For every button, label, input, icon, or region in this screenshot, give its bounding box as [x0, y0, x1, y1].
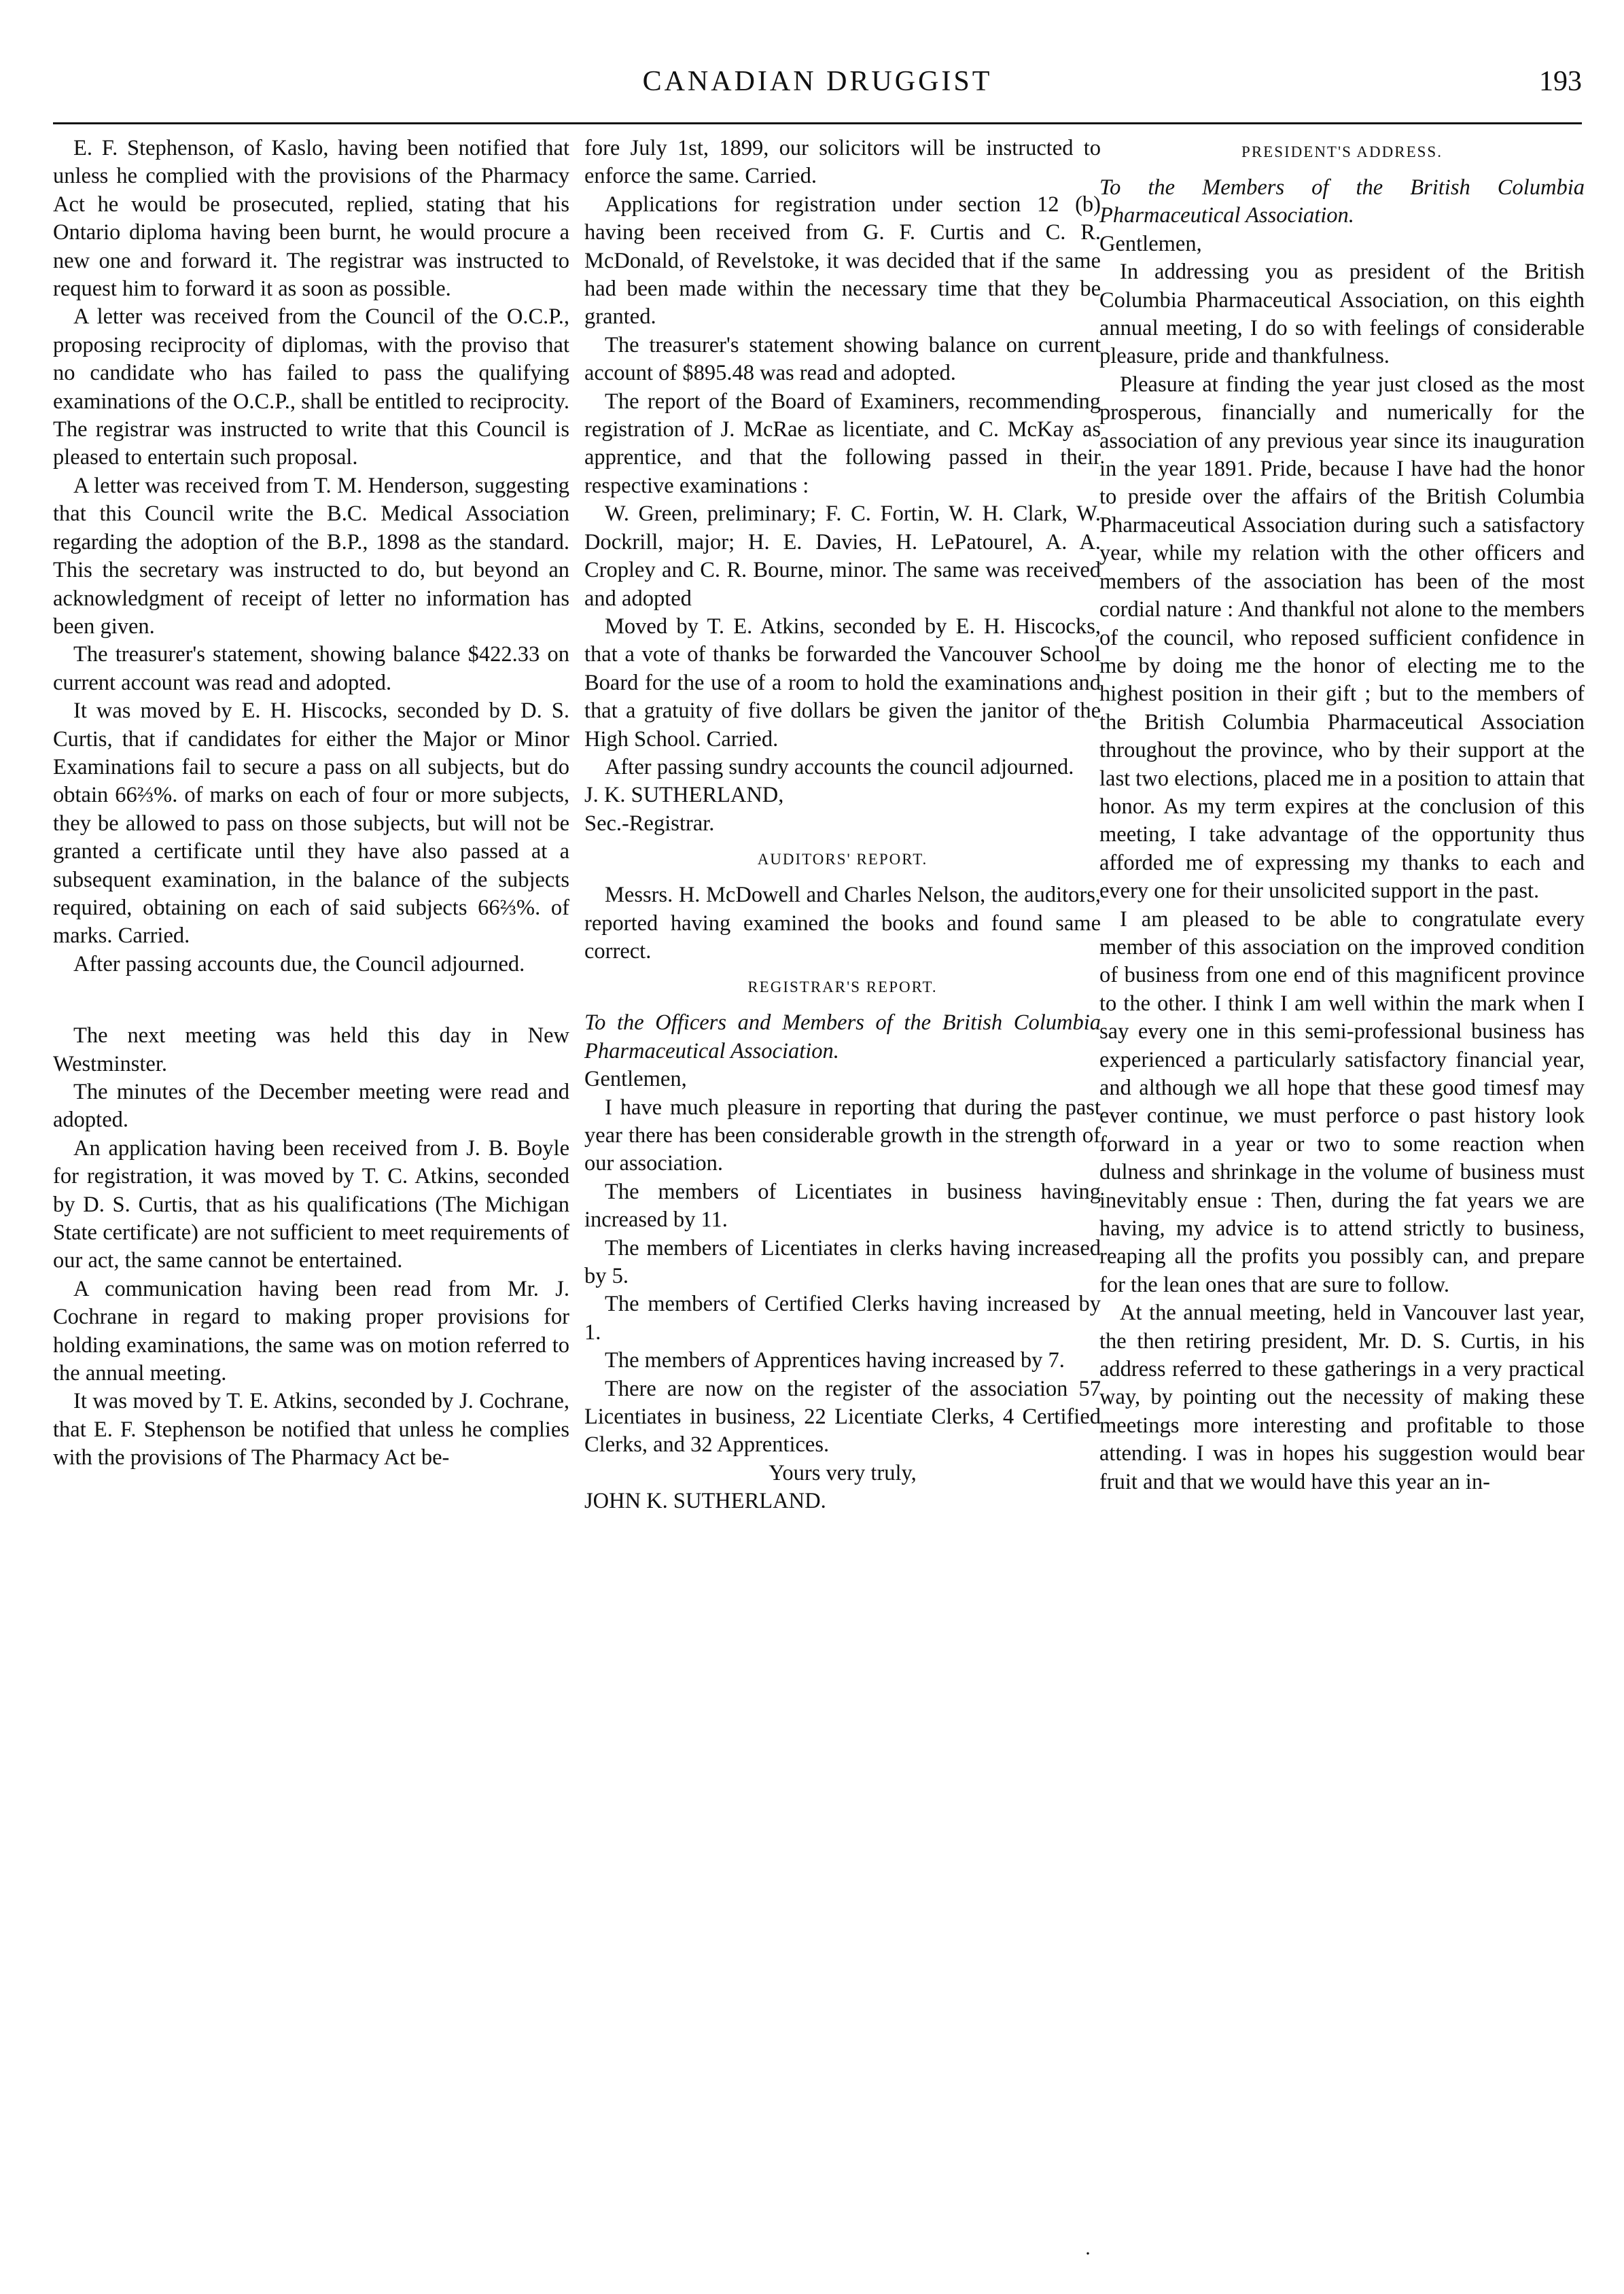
- paragraph: The report of the Board of Examiners, recommending registration of J. McRae as licentiate, and C. McKay as apprentice, and that the following passed in their respective examinations :: [584, 389, 1101, 498]
- running-head: CANADIAN DRUGGIST: [642, 66, 993, 97]
- signature-name: J. K. SUTHERLAND,: [584, 783, 784, 808]
- signature-title: Sec.-Registrar.: [584, 811, 715, 836]
- paragraph: The members of Certified Clerks having increased by 1.: [584, 1292, 1101, 1345]
- paragraph: The members of Apprentices having increased by 7.: [605, 1348, 1065, 1373]
- paragraph: After passing sundry accounts the council adjourned.: [605, 754, 1074, 779]
- paragraph: The members of Licentiates in business having increased by 11.: [584, 1179, 1101, 1233]
- section-heading-registrar: REGISTRAR'S REPORT.: [747, 978, 938, 996]
- stray-dot: ·: [1084, 2242, 1091, 2265]
- section-gap: [53, 978, 569, 1022]
- paragraph: In addressing you as president of the British Columbia Pharmaceutical Association, on this eighth annual meeting, I do so with feelings of considerable pleasure, pride and thankfulness.: [1099, 260, 1585, 369]
- paragraph: The treasurer's statement showing balance on current account of $895.48 was read and adopted.: [584, 332, 1101, 386]
- paragraph: At the annual meeting, held in Vancouver last year, the then retiring president, Mr. D. S. Curtis, in his address referred to these gatherings in a very practical way, by pointing out the necessity of making these meetings more interesting and profitable to those attending. I was in hopes his suggestion would bear fruit and that we would have this year an in-: [1099, 1301, 1585, 1494]
- closing: Yours very truly,: [769, 1460, 917, 1485]
- paragraph: Moved by T. E. Atkins, seconded by E. H. Hiscocks, that a vote of thanks be forwarded the Vancouver School Board for the use of a room to hold the examinations and that a gratuity of five dollars be given the janitor of the High School. Carried.: [584, 614, 1101, 752]
- paragraph: An application having been received from J. B. Boyle for registration, it was moved by T. C. Atkins, seconded by D. S. Curtis, that as his qualifications (The Michigan State certificate) are not sufficient to meet requirements of our act, the same cannot be entertained.: [53, 1135, 569, 1273]
- paragraph: I am pleased to be able to congratulate every member of this association on the improved condition of business from one end of this magnificent province to the other. I think I am well within the mark when I say every one in this semi-professional business has experienced a particularly satisfactory financial year, and although we all hope that these good timesf may ever continue, we must perforce o past history look forward in a year or two to some reaction when dulness and shrinkage in the volume of business must inevitably ensue : Then, during the fat years we are having, my advice is to attend strictly to business, reaping all the profits you possibly can, and prepare for the lean ones that are sure to follow.: [1099, 906, 1585, 1297]
- paragraph: A communication having been read from Mr. J. Cochrane in regard to making proper provisions for holding examinations, the same was on motion referred to the annual meeting.: [53, 1276, 569, 1386]
- paragraph: After passing accounts due, the Council adjourned.: [73, 951, 525, 976]
- salutation: Gentlemen,: [1099, 231, 1202, 256]
- paragraph: Messrs. H. McDowell and Charles Nelson, the auditors, reported having examined the books and found same correct.: [584, 883, 1101, 964]
- paragraph: The next meeting was held this day in New Westminster.: [53, 1023, 569, 1076]
- section-heading-president: PRESIDENT'S ADDRESS.: [1241, 143, 1443, 160]
- paragraph: It was moved by E. H. Hiscocks, seconded by D. S. Curtis, that if candidates for either the Major or Minor Examinations fail to secure a pass on all subjects, but do obtain 66⅔%. of marks on each of four or more subjects, they be allowed to pass on those subjects, but will not be granted a certificate until they have also passed at a subsequent examination, in the balance of the subjects required, obtaining on each of said subjects 66⅔%. of marks. Carried.: [53, 699, 569, 949]
- page-header: [53, 65, 1582, 120]
- column-left: [53, 135, 569, 1472]
- paragraph: A letter was received from the Council of the O.C.P., proposing reciprocity of diplomas, with the proviso that no candidate who has failed to pass the qualifying examinations of the O.C.P., shall be entitled to reciprocity. The registrar was instructed to write that this Council is pleased to entertain such proposal.: [53, 304, 569, 470]
- paragraph: There are now on the register of the association 57 Licentiates in business, 22 Licentiate Clerks, 4 Certified Clerks, and 32 Apprentices.: [584, 1376, 1101, 1458]
- header-rule: [53, 122, 1582, 124]
- signature-name: JOHN K. SUTHERLAND.: [584, 1489, 826, 1514]
- paragraph: fore July 1st, 1899, our solicitors will be instructed to enforce the same. Carried.: [584, 136, 1101, 189]
- paragraph: The minutes of the December meeting were read and adopted.: [53, 1080, 569, 1133]
- page-number: 193: [1539, 66, 1582, 97]
- column-middle: [584, 135, 1101, 1516]
- paragraph: The members of Licentiates in clerks having increased by 5.: [584, 1235, 1101, 1289]
- paragraph: The treasurer's statement, showing balance $422.33 on current account was read and adopted.: [53, 642, 569, 695]
- address-line: To the Members of the British Columbia Pharmaceutical Association.: [1099, 175, 1585, 228]
- salutation: Gentlemen,: [584, 1067, 687, 1092]
- address-line: To the Officers and Members of the British Columbia Pharmaceutical Association.: [584, 1010, 1101, 1063]
- paragraph: A letter was received from T. M. Henderson, suggesting that this Council write the B.C. Medical Association regarding the adoption of the B.P., 1898 as the standard. This the secretary was instructed to do, but beyond an acknowledgment of receipt of letter no information has been given.: [53, 473, 569, 639]
- paragraph: Pleasure at finding the year just closed as the most prosperous, financially and numerically for the association of any previous year since its inauguration in the year 1891. Pride, because I have had the honor to preside over the affairs of the British Columbia Pharmaceutical Association during such a satisfactory year, while my relation with the other officers and members of the association has been of the most cordial nature : And thankful not alone to the members of the council, who reposed sufficient confidence in me by doing me the honor of electing me to the highest position in their gift ; but to the members of the British Columbia Pharmaceutical Association throughout the province, who by their support at the last two elections, placed me in a position to attain that honor. As my term expires at the conclusion of this meeting, I take advantage of the opportunity thus afforded me of expressing my thanks to each and every one for their unsolicited support in the past.: [1099, 372, 1585, 904]
- paragraph: I have much pleasure in reporting that during the past year there has been considerable growth in the strength of our association.: [584, 1095, 1101, 1176]
- paragraph: Applications for registration under section 12 (b) having been received from G. F. Curtis and C. R. McDonald, of Revelstoke, it was decided that if the same had been made within the necessary time that they be granted.: [584, 192, 1101, 330]
- paragraph: E. F. Stephenson, of Kaslo, having been notified that unless he complied with the provisions of the Pharmacy Act he would be prosecuted, replied, stating that his Ontario diploma having been burnt, he would procure a new one and forward it. The registrar was instructed to request him to forward it as soon as possible.: [53, 136, 569, 302]
- paragraph: W. Green, preliminary; F. C. Fortin, W. H. Clark, W. Dockrill, major; H. E. Davies, H. LePatourel, A. A. Cropley and C. R. Bourne, minor. The same was received and adopted: [584, 501, 1101, 611]
- section-heading-auditors: AUDITORS' REPORT.: [757, 851, 928, 868]
- column-right: [1099, 135, 1585, 1496]
- paragraph: It was moved by T. E. Atkins, seconded by J. Cochrane, that E. F. Stephenson be notified that unless he complies with the provisions of The Pharmacy Act be-: [53, 1389, 569, 1470]
